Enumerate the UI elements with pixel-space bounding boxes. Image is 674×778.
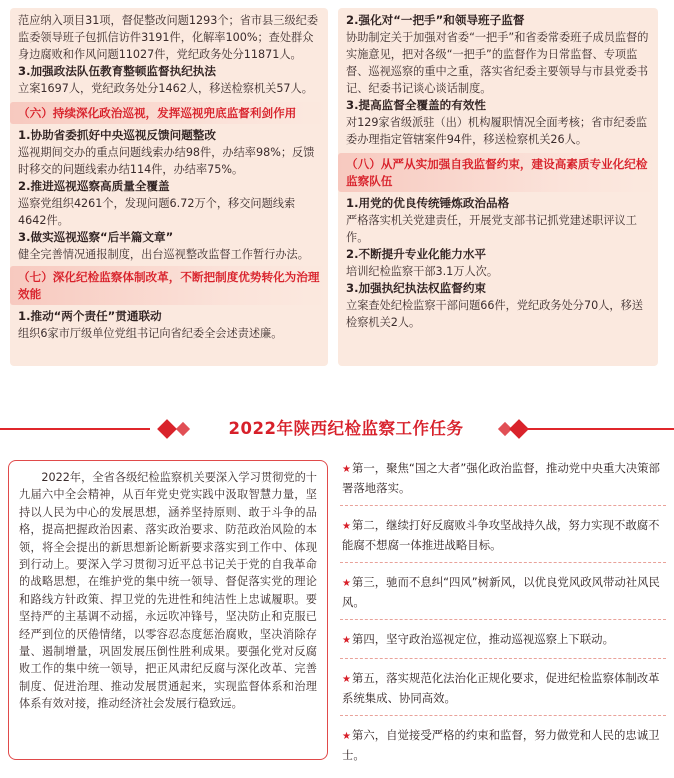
list-item: ★第三，驰而不息纠“四风”树新风，以优良党风政风带动社风民风。 <box>340 569 666 620</box>
intro-paragraph: 2022年，全省各级纪检监察机关要深入学习贯彻党的十九届六中全会精神，从百年党史党实践中汲取智慧力量，坚持以人民为中心的发展思想，涵养坚持原则、敢于斗争的品格，提高把握政治因素、落实政治要求、防范政治风险的本领，将全会提出的新思想新论断新要求落实到工作中、体现到行动上。要深入学习贯彻习近平总书记关于党的自我革命的战略思想，在维护党的集中统一领导、督促落实党的理论和路线方针政策、捍卫党的先进性和纯洁性上忠诚履职。要坚持严的主基调不动摇，永远吹冲锋号，坚决防止和克服已经严到位的厌倦情绪，以零容忍态度惩治腐败，坚决消除存量、遏制增量，巩固发展压倒性胜利成果。要强化党对反腐败工作的集中统一领导，把正风肃纪反腐与深化改革、完善制度、促进治理、推动发展贯通起来，实现监督体系和治理体系有效对接，推动经济社会发展行稳致远。 <box>19 471 317 711</box>
list-item: ★第五，落实规范化法治化正规化要求，促进纪检监察体制改革系统集成、协同高效。 <box>340 665 666 716</box>
paragraph: 立案1697人，党纪政务处分1462人，移送检察机关57人。 <box>18 82 313 95</box>
diamond-ornament-icon <box>157 419 177 439</box>
section-title: 2022年陕西纪检监察工作任务 <box>228 419 464 438</box>
section-heading-8: （八）从严从实加强自我监督约束，建设高素质专业化纪检监察队伍 <box>338 153 658 192</box>
subheading: 2.推进巡视巡察高质量全覆盖 <box>18 179 170 193</box>
task-list <box>340 455 666 778</box>
subheading: 2.不断提升专业化能力水平 <box>346 247 487 261</box>
list-item: ★第四，坚守政治巡视定位，推动巡视巡察上下联动。 <box>340 626 666 659</box>
star-icon: ★ <box>342 578 351 589</box>
subheading: 3.加强执纪执法权监督约束 <box>346 281 487 295</box>
paragraph: 立案查处纪检监察干部问题66件，党纪政务处分70人，移送检察机关2人。 <box>346 299 643 329</box>
summary-text: 范应纳入项目31项，督促整改问题1293个；省市县三级纪委监委领导班子包抓信访件3191件，化解率100%；查处群众身边腐败和作风问题11027件，党纪政务处分11871人。 <box>18 14 319 61</box>
star-icon: ★ <box>342 674 351 685</box>
intro-box <box>8 460 328 760</box>
paragraph: 培训纪检监察干部3.1万人次。 <box>346 265 499 278</box>
divider-line-left <box>0 428 150 430</box>
right-panel <box>338 8 658 366</box>
paragraph: 组织6家市厅级单位党组书记向省纪委全会述责述廉。 <box>18 327 283 340</box>
paragraph: 健全完善情况通报制度，出台巡视整改监督工作暂行办法。 <box>18 248 309 261</box>
subheading: 3.加强政法队伍教育整顿监督执纪执法 <box>18 64 216 78</box>
list-item: ★第二，继续打好反腐败斗争攻坚战持久战，努力实现不敢腐不能腐不想腐一体推进战略目标。 <box>340 512 666 563</box>
subheading: 3.提高监督全覆盖的有效性 <box>346 98 487 112</box>
paragraph: 协助制定关于加强对省委“一把手”和省委常委班子成员监督的实施意见，把对各级“一把手”的监督作为日常监督、专项监督、巡视巡察的重中之重，落实省纪委主要领导与市县党委书记、纪委书记谈心谈话制度。 <box>346 31 649 95</box>
paragraph: 对129家省级派驻（出）机构履职情况全面考核；省市纪委监委办理指定管辖案件94件，移送检察机关26人。 <box>346 116 648 146</box>
list-item: ★第一，聚焦“国之大者”强化政治监督，推动党中央重大决策部署落地落实。 <box>340 455 666 506</box>
divider-line-right <box>524 428 674 430</box>
star-icon: ★ <box>342 731 351 742</box>
section-heading-7: （七）深化纪检监察体制改革，不断把制度优势转化为治理效能 <box>10 266 328 305</box>
subheading: 1.推动“两个责任”贯通联动 <box>18 309 162 323</box>
subheading: 1.协助省委抓好中央巡视反馈问题整改 <box>18 128 216 142</box>
paragraph: 巡视期间交办的重点问题线索办结98件，办结率98%；反馈时移交的问题线索办结114件，办结率75%。 <box>18 146 315 176</box>
paragraph: 巡察党组织4261个，发现问题6.72万个，移交问题线索4642件。 <box>18 197 296 227</box>
star-icon: ★ <box>342 521 351 532</box>
left-panel <box>10 8 328 366</box>
section-divider <box>0 417 674 441</box>
star-icon: ★ <box>342 635 351 646</box>
list-item: ★第六，自觉接受严格的约束和监督，努力做党和人民的忠诚卫士。 <box>342 728 660 762</box>
section-heading-6: （六）持续深化政治巡视，发挥巡视兜底监督利剑作用 <box>10 102 328 124</box>
subheading: 2.强化对“一把手”和领导班子监督 <box>346 13 525 27</box>
diamond-ornament-icon <box>176 422 190 436</box>
star-icon: ★ <box>342 464 351 475</box>
paragraph: 严格落实机关党建责任，开展党支部书记抓党建述职评议工作。 <box>346 214 637 244</box>
subheading: 1.用党的优良传统锤炼政治品格 <box>346 196 510 210</box>
subheading: 3.做实巡视巡察“后半篇文章” <box>18 230 174 244</box>
